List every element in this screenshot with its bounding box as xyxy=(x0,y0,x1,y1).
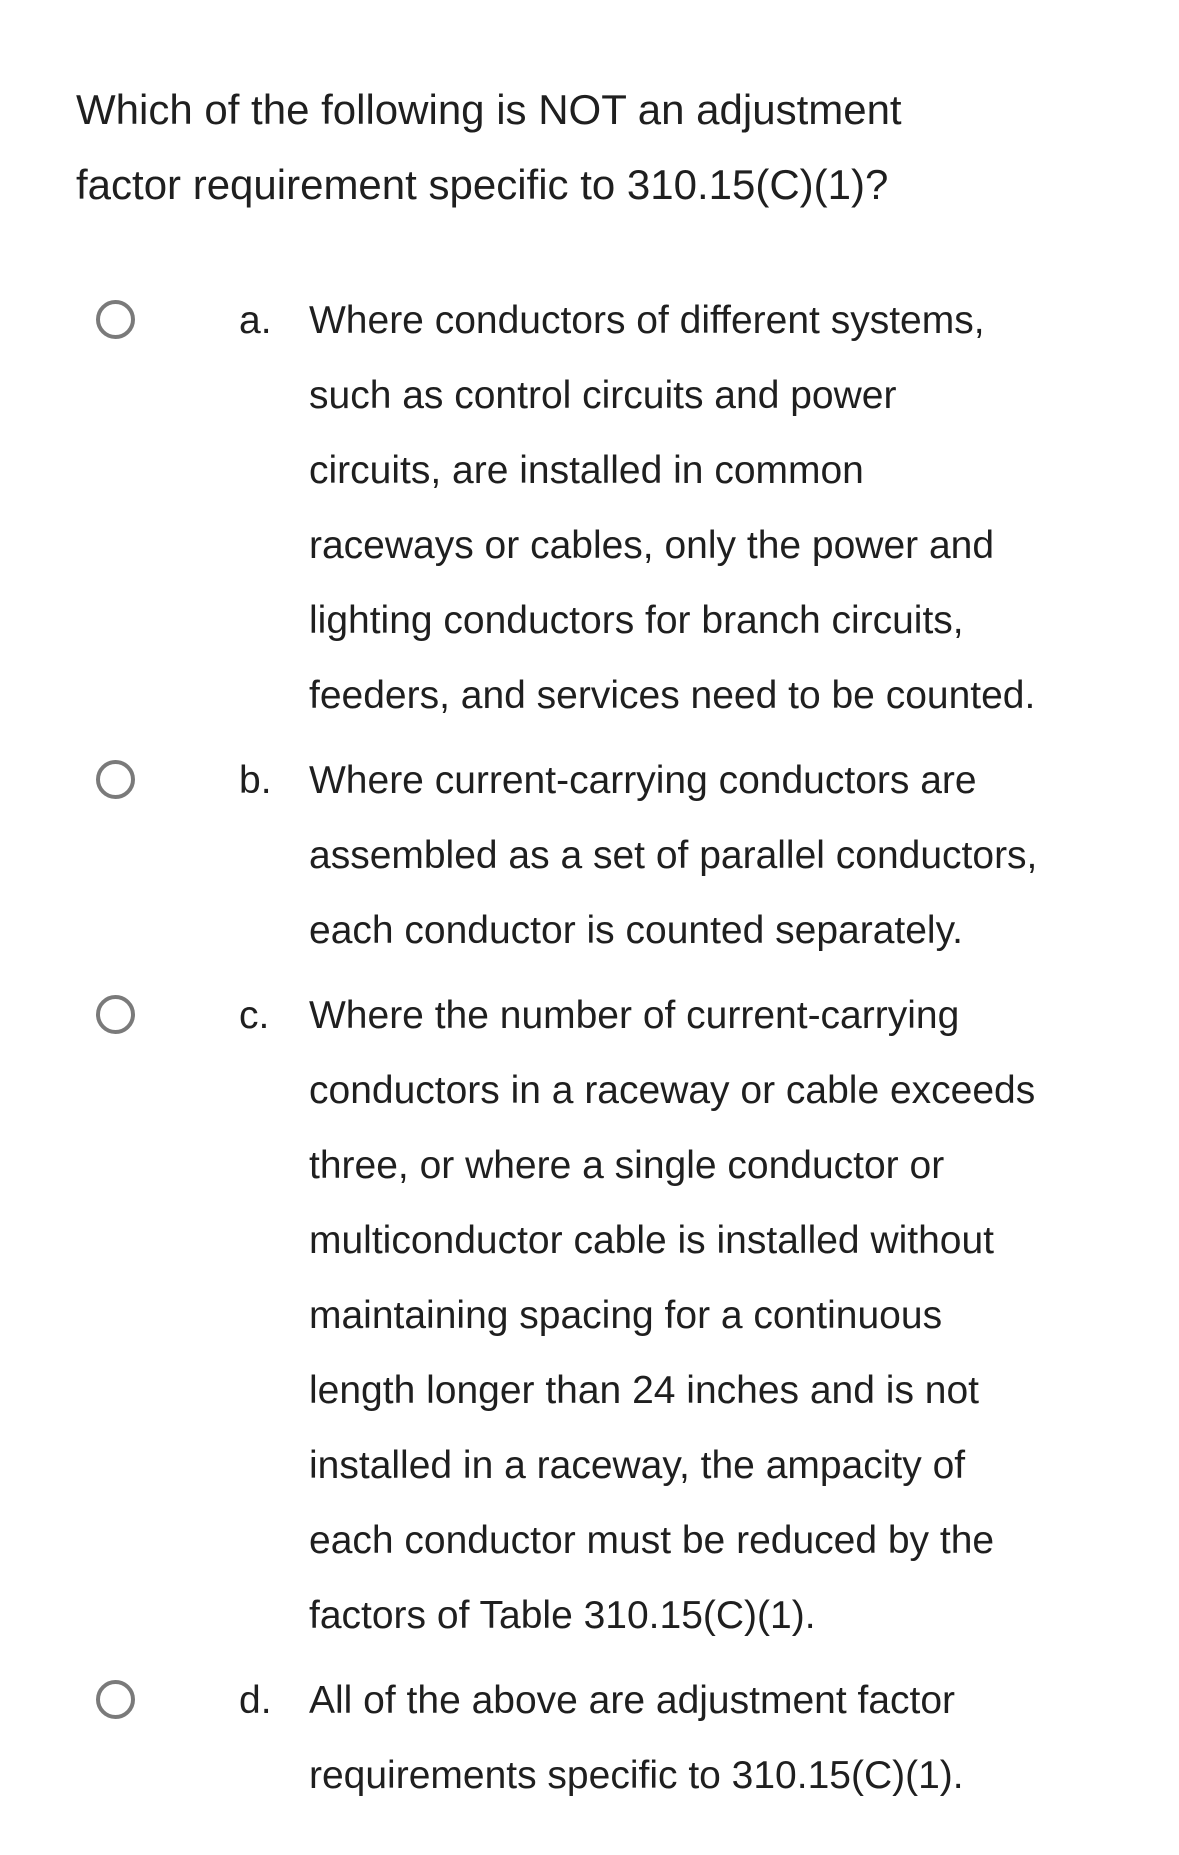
answer-options xyxy=(0,283,1179,1823)
option-b[interactable] xyxy=(0,743,1179,968)
option-text-d: All of the above are adjustment factor requirements specific to 310.15(C)(1). xyxy=(309,1679,964,1797)
option-text-c: Where the number of current-carrying conductors in a raceway or cable exceeds three, or where a single conductor or multiconductor cable is installed without maintaining spacing for a continuous length longer than 24 inches and is not installed in a raceway, the ampacity of each conductor must be reduced by the factors of Table 310.15(C)(1). xyxy=(309,994,1036,1637)
radio-button-a[interactable] xyxy=(96,300,135,339)
option-a[interactable] xyxy=(0,283,1179,733)
option-d[interactable] xyxy=(0,1663,1179,1813)
radio-button-b[interactable] xyxy=(96,760,135,799)
option-text-a: Where conductors of different systems, such as control circuits and power circuits, are installed in common raceways or cables, only the power and lighting conductors for branch circuits, feeders, and services need to be counted. xyxy=(309,299,1036,717)
option-letter-c: c. xyxy=(239,994,270,1037)
question-text: Which of the following is NOT an adjustment factor requirement specific to 310.15(C)(1)? xyxy=(76,86,902,208)
option-letter-a: a. xyxy=(239,299,272,342)
option-text-b: Where current-carrying conductors are assembled as a set of parallel conductors, each conductor is counted separately. xyxy=(309,759,1038,952)
option-letter-d: d. xyxy=(239,1679,272,1722)
option-letter-b: b. xyxy=(239,759,272,802)
option-c[interactable] xyxy=(0,978,1179,1653)
radio-button-c[interactable] xyxy=(96,995,135,1034)
radio-button-d[interactable] xyxy=(96,1680,135,1719)
